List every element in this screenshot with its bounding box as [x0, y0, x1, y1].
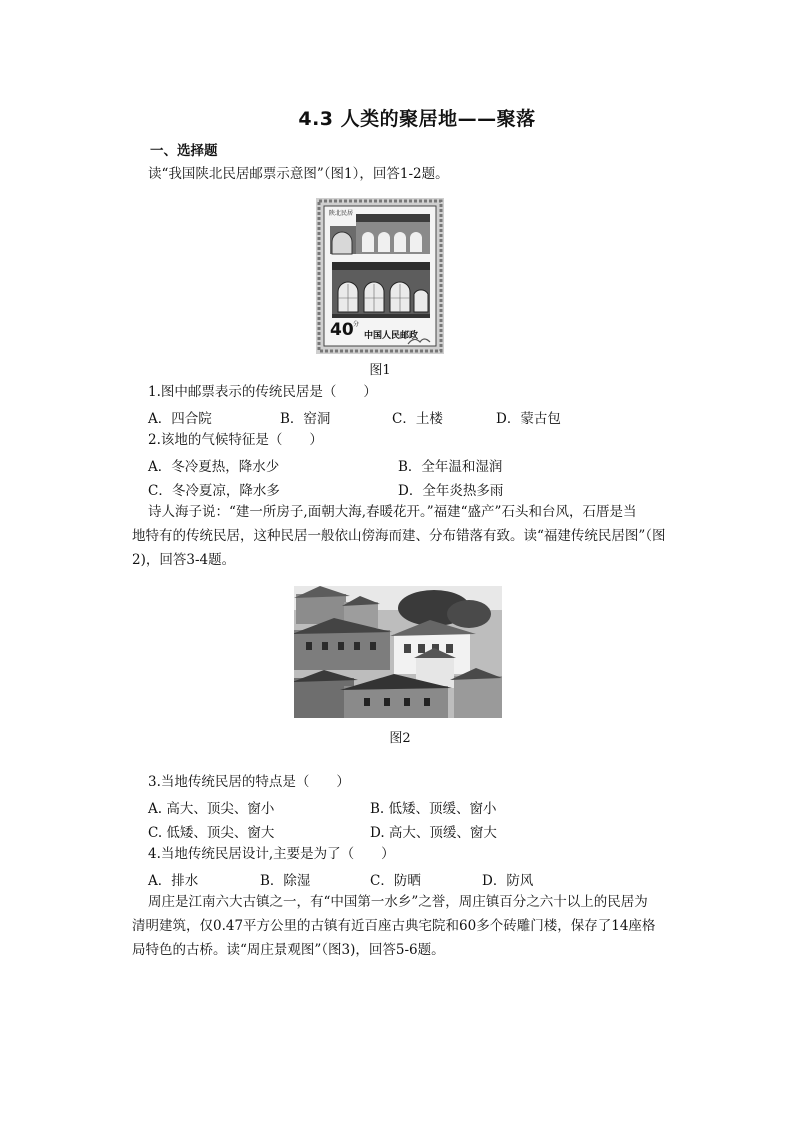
intro-1: 读“我国陕北民居邮票示意图”（图1），回答1-2题。	[148, 166, 449, 182]
question-2-option-c: C．冬冷夏凉，降水多	[148, 483, 280, 499]
stamp-unit: 分	[353, 321, 360, 328]
question-3-option-a: A. 高大、顶尖、窗小	[148, 801, 275, 817]
stamp-label: 陕北民居	[329, 210, 354, 217]
question-3-option-b: B. 低矮、顶缓、窗小	[370, 801, 497, 817]
intro-2-line-3: 2)，回答3-4题。	[132, 552, 236, 568]
question-1-stem: 1.图中邮票表示的传统民居是（ ）	[148, 384, 377, 400]
question-4-option-d: D．防风	[482, 873, 534, 889]
question-3-stem: 3.当地传统民居的特点是（ ）	[148, 774, 350, 790]
intro-3-line-2: 清明建筑，仅0.47平方公里的古镇有近百座古典宅院和60多个砖雕门楼，保存了14座格	[132, 918, 656, 934]
question-1-option-b: B．窑洞	[280, 411, 331, 427]
stamp-figure	[316, 198, 444, 354]
stone-house-photo	[294, 586, 502, 718]
intro-2-line-1: 诗人海子说：“建一所房子,面朝大海,春暖花开。”福建“盛产”石头和台风，石厝是当	[148, 504, 637, 520]
stamp-value: 40	[330, 320, 354, 340]
question-4-option-a: A．排水	[148, 873, 199, 889]
stamp-issuer: 中国人民邮政	[364, 331, 419, 341]
question-3-option-c: C. 低矮、顶尖、窗大	[148, 825, 275, 841]
figure-1-caption: 图1	[369, 363, 391, 378]
figure-2-caption: 图2	[389, 731, 411, 746]
question-2-stem: 2.该地的气候特征是（ ）	[148, 432, 323, 448]
question-2-option-b: B．全年温和湿润	[398, 459, 503, 475]
question-2-option-a: A．冬冷夏热，降水少	[148, 459, 280, 475]
question-1-option-c: C．土楼	[392, 411, 443, 427]
section-heading: 一、选择题	[150, 143, 218, 159]
intro-3-line-3: 局特色的古桥。读“周庄景观图”（图3)，回答5-6题。	[132, 942, 445, 958]
question-2-option-d: D．全年炎热多雨	[398, 483, 504, 499]
question-4-stem: 4.当地传统民居设计,主要是为了（ ）	[148, 846, 395, 862]
question-4-option-c: C．防晒	[370, 873, 421, 889]
question-1-option-a: A．四合院	[148, 411, 212, 427]
page-title: 4.3 人类的聚居地——聚落	[298, 108, 536, 130]
intro-3-line-1: 周庄是江南六大古镇之一，有“中国第一水乡”之誉，周庄镇百分之六十以上的民居为	[148, 894, 648, 910]
intro-2-line-2: 地特有的传统民居，这种民居一般依山傍海而建、分布错落有致。读“福建传统民居图”（图	[132, 528, 666, 544]
question-1-option-d: D．蒙古包	[496, 411, 561, 427]
stone-house-illustration	[294, 586, 502, 718]
question-4-option-b: B．除湿	[260, 873, 311, 889]
question-3-option-d: D. 高大、顶缓、窗大	[370, 825, 497, 841]
